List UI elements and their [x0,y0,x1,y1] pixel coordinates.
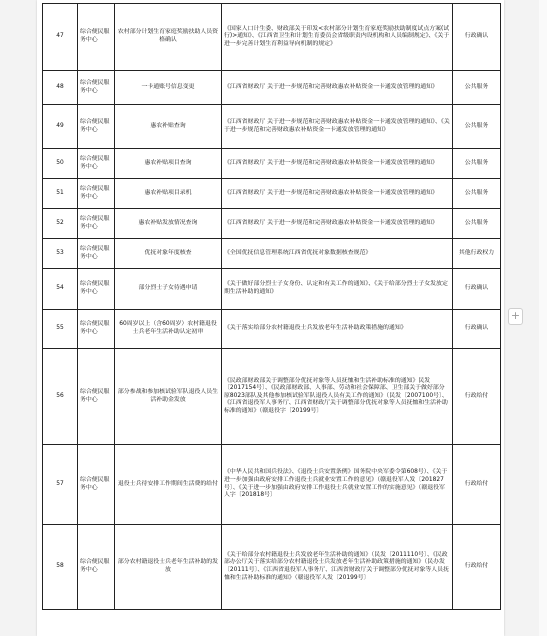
row-number: 50 [43,149,78,179]
table-row [43,105,501,149]
department-cell: 综合便民服务中心 [78,4,115,71]
table-row [43,179,501,209]
item-name-cell: 惠农补贴项目录机 [115,179,222,209]
table-row [43,149,501,179]
item-name-cell: 一卡通账号信息变更 [115,71,222,105]
power-type-cell: 公共服务 [453,105,501,149]
department-cell: 综合便民服务中心 [78,71,115,105]
item-name-cell: 惠农补贴查询 [115,105,222,149]
table-body [43,4,501,610]
item-name-cell: 部分参战和参加核试验军队退役人员生活补助金发放 [115,349,222,445]
power-type-cell: 公共服务 [453,179,501,209]
row-number: 55 [43,310,78,349]
item-name-cell: 部分烈士子女待遇申请 [115,269,222,310]
power-type-cell: 公共服务 [453,209,501,239]
table-row [43,349,501,445]
legal-basis-cell: 《江西省财政厅 关于进一步规范和完善财政惠农补贴资金一卡通发放管理的通知》 [222,209,453,239]
service-items-table [42,3,501,610]
row-number: 48 [43,71,78,105]
row-number: 47 [43,4,78,71]
item-name-cell: 优抚对象年度核查 [115,239,222,269]
legal-basis-cell: 《江西省财政厅 关于进一步规范和完善财政惠农补贴资金一卡通发放管理的通知》 [222,179,453,209]
table-row [43,525,501,610]
legal-basis-cell: 《关于做好部分烈士子女身份、认定和有关工作的通知》、《关于给部分烈士子女发放定期生活补助的通知》 [222,269,453,310]
row-number: 51 [43,179,78,209]
row-number: 58 [43,525,78,610]
legal-basis-cell: 《全国优抚信息管理系统江西省优抚对象数据核查规范》 [222,239,453,269]
department-cell: 综合便民服务中心 [78,209,115,239]
table-row [43,239,501,269]
vertical-scrollbar[interactable] [539,0,547,636]
power-type-cell: 行政确认 [453,4,501,71]
legal-basis-cell: 《江西省财政厅 关于进一步规范和完善财政惠农补贴资金一卡通发放管理的通知》 [222,71,453,105]
power-type-cell: 行政确认 [453,310,501,349]
item-name-cell: 惠农补贴项目查询 [115,149,222,179]
table-row [43,269,501,310]
department-cell: 综合便民服务中心 [78,525,115,610]
power-type-cell: 行政给付 [453,445,501,525]
item-name-cell: 惠农补贴发放情况查询 [115,209,222,239]
legal-basis-cell: 《中华人民共和国兵役法》、《退役士兵安置条例》国务院中央军委令第608号）、《关于进一步加强由政府安排工作退役士兵就业安置工作的意见》（赣退役军人发〔201827号〕、《关于进一步加强由政府安排工作退役士兵就业安置工作的实施意见》（赣退役军人字〔201818号〕 [222,445,453,525]
department-cell: 综合便民服务中心 [78,179,115,209]
item-name-cell: 退役士兵待安排工作期间生活费的给付 [115,445,222,525]
item-name-cell: 60周岁以上（含60周岁）农村籍退役士兵老年生活补助认定初审 [115,310,222,349]
row-number: 56 [43,349,78,445]
plus-icon: + [510,309,521,322]
power-type-cell: 行政给付 [453,349,501,445]
legal-basis-cell: 《江西省财政厅 关于进一步规范和完善财政惠农补贴资金一卡通发放管理的通知》、《关于进一步规范和完善财政惠农补贴资金一卡通发放管理的通知》 [222,105,453,149]
row-number: 54 [43,269,78,310]
legal-basis-cell: 《关于落实给部分农村籍退役士兵发放老年生活补助政策措施的通知》 [222,310,453,349]
add-button[interactable] [508,308,523,325]
row-number: 57 [43,445,78,525]
row-number: 53 [43,239,78,269]
table-row [43,445,501,525]
department-cell: 综合便民服务中心 [78,105,115,149]
power-type-cell: 公共服务 [453,149,501,179]
table-row [43,310,501,349]
legal-basis-cell: 《关于给部分农村籍退役士兵发放老年生活补助的通知》（民发〔2011110号〕、《民政部办公厅关于落实给部分农村籍退役士兵发放老年生活补助政策措施的通知》（民办发〔20111号〕、《江西省退役军人事务厅、江西省财政厅关于调整部分优抚对象等人员抚恤和生活补助标准的通知》（赣退役军人发〔20199号〕 [222,525,453,610]
legal-basis-cell: 《江西省财政厅 关于进一步规范和完善财政惠农补贴资金一卡通发放管理的通知》 [222,149,453,179]
power-type-cell: 行政确认 [453,269,501,310]
power-type-cell: 行政给付 [453,525,501,610]
item-name-cell: 农村部分计划生育家庭奖励扶助人员资格确认 [115,4,222,71]
legal-basis-cell: 《国家人口计生委、财政部关于印发<农村部分计划生育家庭奖励扶助制度试点方案(试行)>通知》、《江西省卫生和计划生育委员会省级职责内设机构和人员编制规定》、《关于进一步完善计划生育利益导向机制的规定》 [222,4,453,71]
table-row [43,4,501,71]
department-cell: 综合便民服务中心 [78,445,115,525]
table-row [43,209,501,239]
row-number: 52 [43,209,78,239]
item-name-cell: 部分农村籍退役士兵老年生活补助的发放 [115,525,222,610]
row-number: 49 [43,105,78,149]
department-cell: 综合便民服务中心 [78,239,115,269]
department-cell: 综合便民服务中心 [78,149,115,179]
power-type-cell: 公共服务 [453,71,501,105]
department-cell: 综合便民服务中心 [78,310,115,349]
department-cell: 综合便民服务中心 [78,269,115,310]
power-type-cell: 其他行政权力 [453,239,501,269]
department-cell: 综合便民服务中心 [78,349,115,445]
legal-basis-cell: 《民政部财政部关于调整部分优抚对象等人员抚恤和生活补助标准的通知》民发〔2017154号〕、《民政部财政部、人事部、劳动和社会保障部、卫生部关于做好部分原8023部队及其他参加核试验军队退役人员有关工作的通知》（民发〔2007100号〕、《江西省退役军人事务厅、江西省财政厅关于调整部分优抚对象等人员抚恤和生活补助标准的通知》（赣退役字〔20199号〕 [222,349,453,445]
table-row [43,71,501,105]
